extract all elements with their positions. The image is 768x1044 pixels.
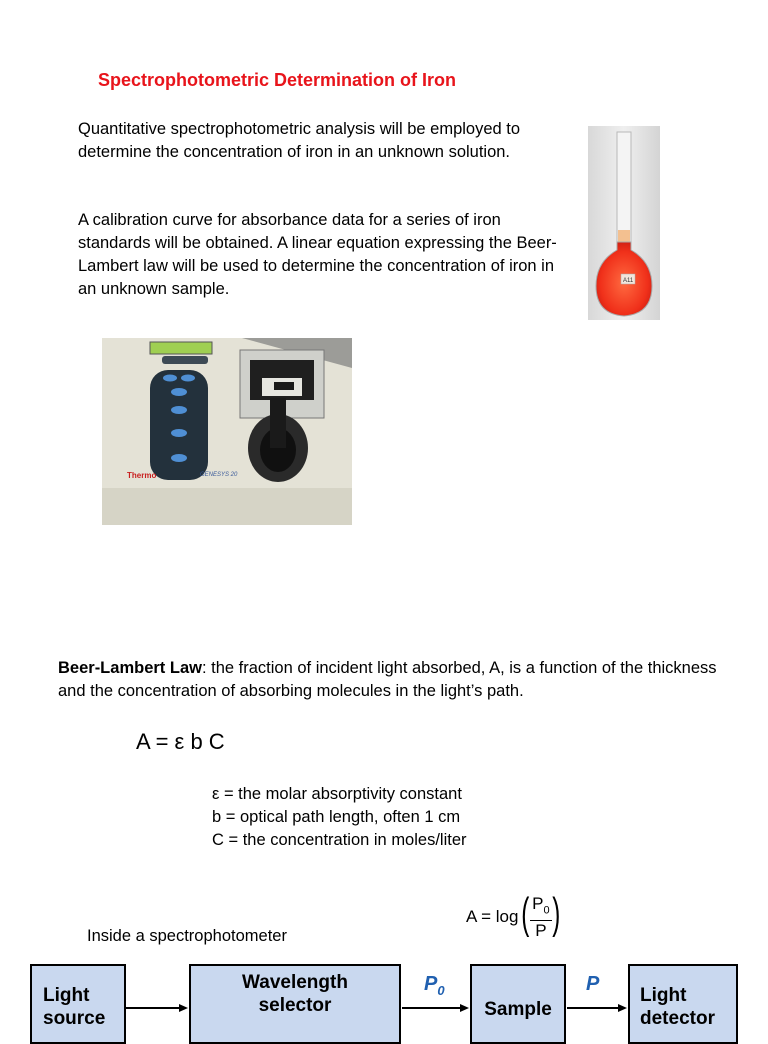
beer-lambert-text: : the fraction of incident light absorbed, A, is a function of the thickness and the concentration of absorbing molecules in the light’s path. — [58, 659, 717, 700]
beer-lambert-equation: A = ε b C — [136, 729, 225, 754]
log-fraction — [530, 894, 551, 940]
variable-c: C = the concentration in moles/liter — [212, 831, 467, 849]
beer-lambert-term: Beer-Lambert Law — [58, 659, 202, 677]
p-label: P — [586, 973, 600, 995]
variable-b: b = optical path length, often 1 cm — [212, 808, 461, 826]
variable-epsilon: ε = the molar absorptivity constant — [212, 785, 462, 803]
beer-lambert-definition — [58, 657, 738, 703]
light-source-line2: source — [43, 1008, 106, 1029]
brand-label: Thermo — [127, 471, 157, 480]
intro-paragraph-2: A calibration curve for absorbance data for a series of iron standards will be obtained. A linear equation expressing the Beer-Lambert law will be used to determine the concentration of iron in an unknown sample. — [78, 211, 557, 298]
volumetric-flask-photo — [588, 126, 660, 320]
intro-paragraph-1: Quantitative spectrophotometric analysis will be employed to determine the concentration of iron in an unknown solution. — [78, 120, 521, 161]
left-paren: ( — [521, 889, 530, 939]
log-numerator: $P_0$ — [530, 894, 551, 921]
arrow-sample-to-detector — [567, 1004, 627, 1012]
light-detector-line2: detector — [640, 1008, 715, 1029]
light-source-line1: Light — [43, 985, 90, 1006]
arrow-selector-to-sample — [402, 1004, 469, 1012]
sample-label: Sample — [484, 999, 552, 1020]
light-detector-line1: Light — [640, 985, 687, 1006]
right-paren: ) — [551, 889, 560, 939]
wavelength-selector-line1: Wavelength — [242, 972, 348, 993]
wavelength-selector-line2: selector — [258, 995, 332, 1016]
spectrophotometer-photo — [102, 338, 352, 525]
log-lhs: A = log — [466, 907, 519, 927]
diagram-arrows — [0, 960, 768, 1024]
p0-label: $P_0$ — [424, 973, 445, 998]
variable-definitions — [212, 783, 467, 852]
absorbance-log-equation — [466, 889, 563, 941]
page-title: Spectrophotometric Determination of Iron — [98, 70, 457, 90]
log-denominator: P — [535, 921, 547, 941]
arrow-source-to-selector — [126, 1004, 188, 1012]
diagram-caption: Inside a spectrophotometer — [87, 927, 287, 945]
model-label: GENESYS 20 — [200, 472, 238, 478]
flask-label: A11 — [623, 278, 634, 284]
